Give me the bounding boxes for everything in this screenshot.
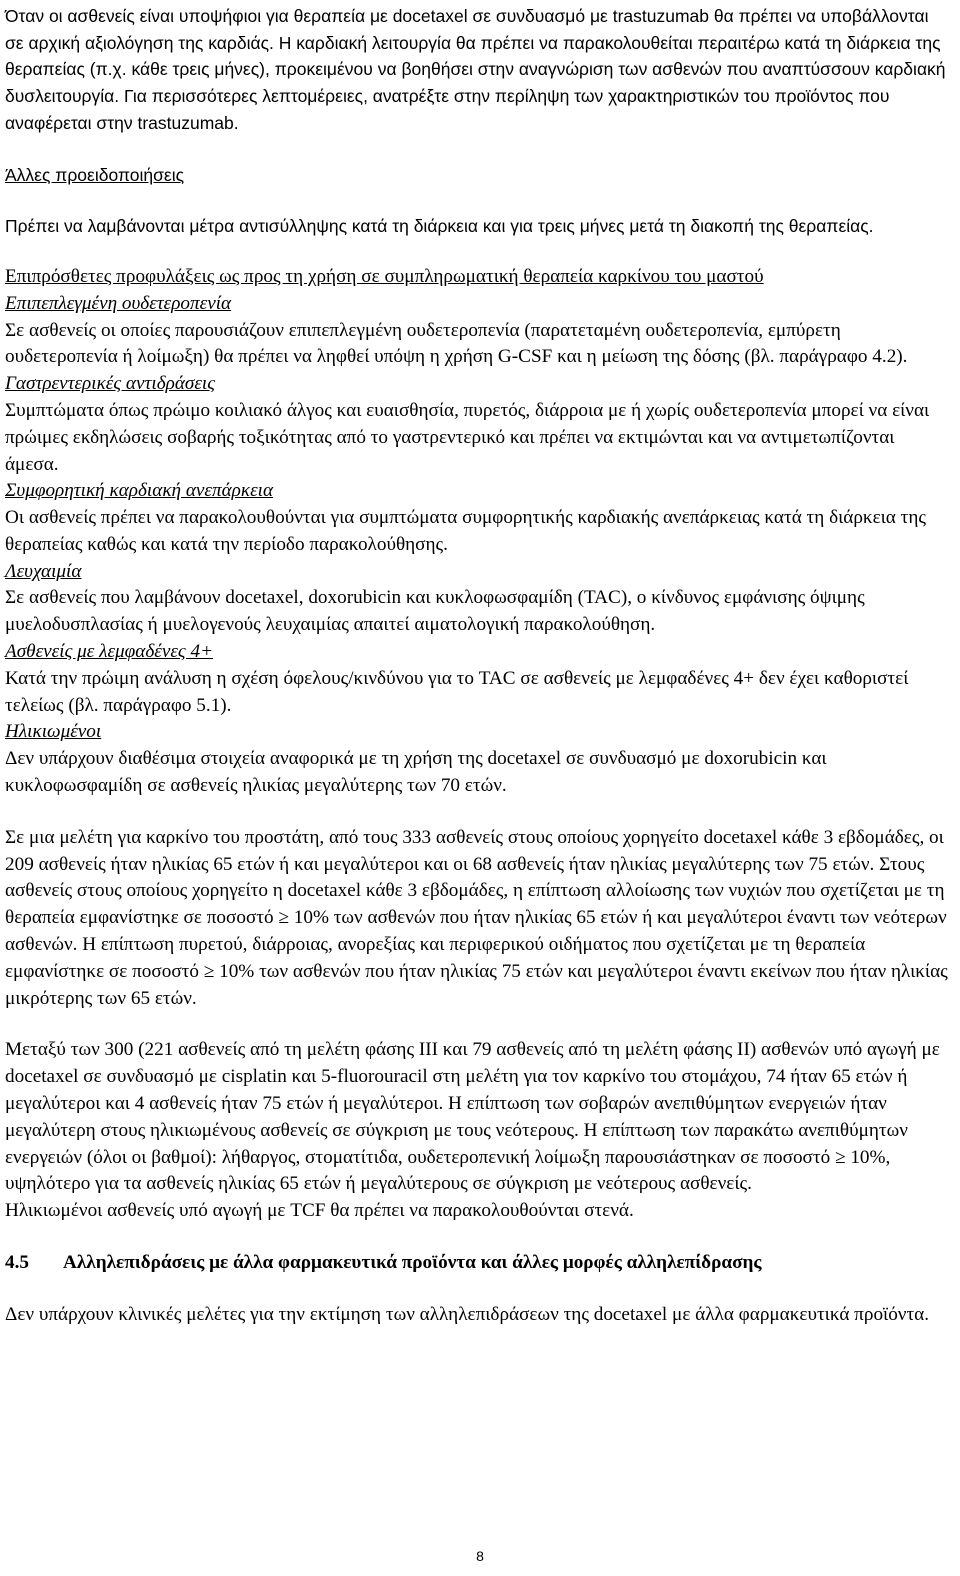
chf-paragraph: Οι ασθενείς πρέπει να παρακολουθούνται για συμπτώματα συμφορητικής καρδιακής ανεπάρκειας κατά τη διάρκεια της θεραπείας καθώς και κατά την περίοδο παρακολούθησης.: [5, 507, 926, 555]
section-number: 4.5: [5, 1252, 29, 1274]
prostate-text-1: Σε μια μελέτη για καρκίνο του προστάτη, από τους 333 ασθενείς στους οποίους χορηγείτο docetaxel κάθε 3 εβδομάδες, οι 209 ασθενείς ήταν ηλικίας 65 ετών ή και μεγαλύτεροι και οι 68 ασθενείς ήταν ηλικίας μεγαλύτερης των 75 ετών. Στους ασθενείς στους οποίους χορηγείτο η docetaxel κάθε 3 εβδομάδες, η επίπτωση αλλοίωσης των νυχιών που σχετίζεται με τη θεραπεία εμφανίστηκε σε ποσοστό: [5, 826, 945, 929]
elderly-heading: Ηλικιωμένοι: [5, 721, 102, 743]
gastric-text-2: 10%, υψηλότερο για τα ασθενείς ηλικίας 65 ετών ή μεγαλύτερους σε σύγκριση με νεότερους ασθενείς.: [5, 1146, 891, 1195]
neutropenia-paragraph: Σε ασθενείς οι οποίες παρουσιάζουν επιπεπλεγμένη ουδετεροπενία (παρατεταμένη ουδετεροπενία, εμπύρετη ουδετεροπενία ή λοίμωξη) θα πρέπει να ληφθεί υπόψη η χρήση G-CSF και η μείωση της δόσης (βλ. παράγραφο 4.2).: [5, 319, 908, 368]
interactions-paragraph: Δεν υπάρχουν κλινικές μελέτες για την εκτίμηση των αλληλεπιδράσεων της docetaxel με άλλα φαρμακευτικά προϊόντα.: [5, 1303, 930, 1325]
neutropenia-heading: Επιπεπλεγμένη ουδετεροπενία: [5, 292, 232, 314]
gastric-text-1: Μεταξύ των 300 (221 ασθενείς από τη μελέτη φάσης III και 79 ασθενείς από τη μελέτη φάσης II) ασθενών υπό αγωγή με docetaxel σε συνδυασμό με cisplatin και 5-fluorouracil στη μελέτη για τον καρκίνο του στομάχου, 74 ήταν 65 ετών ή μεγαλύτεροι και 4 ασθενείς ήταν 75 ετών ή μεγαλύτεροι. Η επίπτωση των σοβαρών ανεπιθύμητων ενεργειών ήταν μεγαλύτερη στους ηλικιωμένους ασθενείς σε σύγκριση με τους νεότερους. Η επίπτωση των παρακάτω ανεπιθύμητων ενεργειών (όλοι οι βαθμοί): λήθαργος, στοματίτιδα, ουδετεροπενική λοίμωξη παρουσιάστηκαν σε ποσοστό: [5, 1039, 940, 1168]
gi-reactions-paragraph: Συμπτώματα όπως πρώιμο κοιλιακό άλγος και ευαισθησία, πυρετός, διάρροια με ή χωρίς ουδετεροπενία μπορεί να είναι πρώιμες εκδηλώσεις σοβαρής τοξικότητας από το γαστρεντερικό και πρέπει να εκτιμώνται και να αντιμετωπίζονται άμεσα.: [5, 399, 930, 475]
gte-symbol: ≥: [203, 960, 215, 982]
document-page: [5, 3, 949, 1329]
prostate-study-paragraph: [5, 825, 949, 1013]
gte-symbol: ≥: [834, 1146, 846, 1168]
prostate-text-3: 10% των ασθενών που ήταν ηλικίας 75 ετών και μεγαλύτεροι έναντι εκείνων που ήταν ηλικίας μικρότερης των 65 ετών.: [5, 960, 948, 1009]
other-warnings-heading: Άλλες προειδοποιήσεις: [5, 164, 185, 185]
lymph-nodes-heading: Ασθενείς με λεμφαδένες 4+: [5, 641, 214, 663]
gi-reactions-heading: Γαστρεντερικές αντιδράσεις: [5, 373, 216, 395]
elderly-paragraph: Δεν υπάρχουν διαθέσιμα στοιχεία αναφορικά με τη χρήση της docetaxel σε συνδυασμό με doxorubicin και κυκλοφωσφαμίδη σε ασθενείς ηλικίας μεγαλύτερης των 70 ετών.: [5, 748, 827, 797]
section-title: Αλληλεπιδράσεις με άλλα φαρμακευτικά προϊόντα και άλλες μορφές αλληλεπίδρασης: [63, 1252, 762, 1274]
leukemia-heading: Λευχαιμία: [5, 560, 82, 582]
gastric-study-paragraph: [5, 1037, 949, 1198]
chf-heading: Συμφορητική καρδιακή ανεπάρκεια: [5, 480, 274, 502]
trastuzumab-cardiac-paragraph: Όταν οι ασθενείς είναι υποψήφιοι για θεραπεία με docetaxel σε συνδυασμό με trastuzumab θα πρέπει να υποβάλλονται σε αρχική αξιολόγηση της καρδιάς. Η καρδιακή λειτουργία θα πρέπει να παρακολουθείται περαιτέρω κατά τη διάρκεια της θεραπείας (π.χ. κάθε τρεις μήνες), προκειμένου να βοηθήσει στην αναγνώριση των ασθενών που αναπτύσσουν καρδιακή δυσλειτουργία. Για περισσότερες λεπτομέρειες, ανατρέξτε στην περίληψη των χαρακτηριστικών του προϊόντος που αναφέρεται στην trastuzumab.: [5, 6, 946, 133]
tcf-monitoring-paragraph: Ηλικιωμένοι ασθενείς υπό αγωγή με TCF θα πρέπει να παρακολουθούνται στενά.: [5, 1200, 634, 1222]
prostate-text-2: 10% των ασθενών που ήταν ηλικίας 65 ετών ή και μεγαλύτεροι έναντι των νεότερων ασθενών. Η επίπτωση πυρετού, διάρροιας, ανορεξίας και περιφερικού οιδήματος που σχετίζεται με τη θεραπεία εμφανίστηκε σε ποσοστό: [5, 907, 947, 982]
leukemia-paragraph: Σε ασθενείς που λαμβάνουν docetaxel, doxorubicin και κυκλοφωσφαμίδη (TAC), ο κίνδυνος εμφάνισης όψιμης μυελοδυσπλασίας ή μυελογενούς λευχαιμίας απαιτεί αιματολογική παρακολούθηση.: [5, 587, 865, 636]
lymph-nodes-paragraph: Κατά την πρώιμη ανάλυση η σχέση όφελους/κινδύνου για το TAC σε ασθενείς με λεμφαδένες 4+ δεν έχει καθοριστεί τελείως (βλ. παράγραφο 5.1).: [5, 667, 909, 716]
section-4-5-heading: [5, 1250, 949, 1277]
gte-symbol: ≥: [278, 907, 289, 929]
page-number: 8: [476, 1548, 484, 1564]
contraception-paragraph: Πρέπει να λαμβάνονται μέτρα αντισύλληψης κατά τη διάρκεια και για τρεις μήνες μετά τη διακοπή της θεραπείας.: [5, 216, 874, 237]
adjuvant-precautions-heading: Επιπρόσθετες προφυλάξεις ως προς τη χρήση σε συμπληρωματική θεραπεία καρκίνου του μαστού: [5, 265, 764, 287]
